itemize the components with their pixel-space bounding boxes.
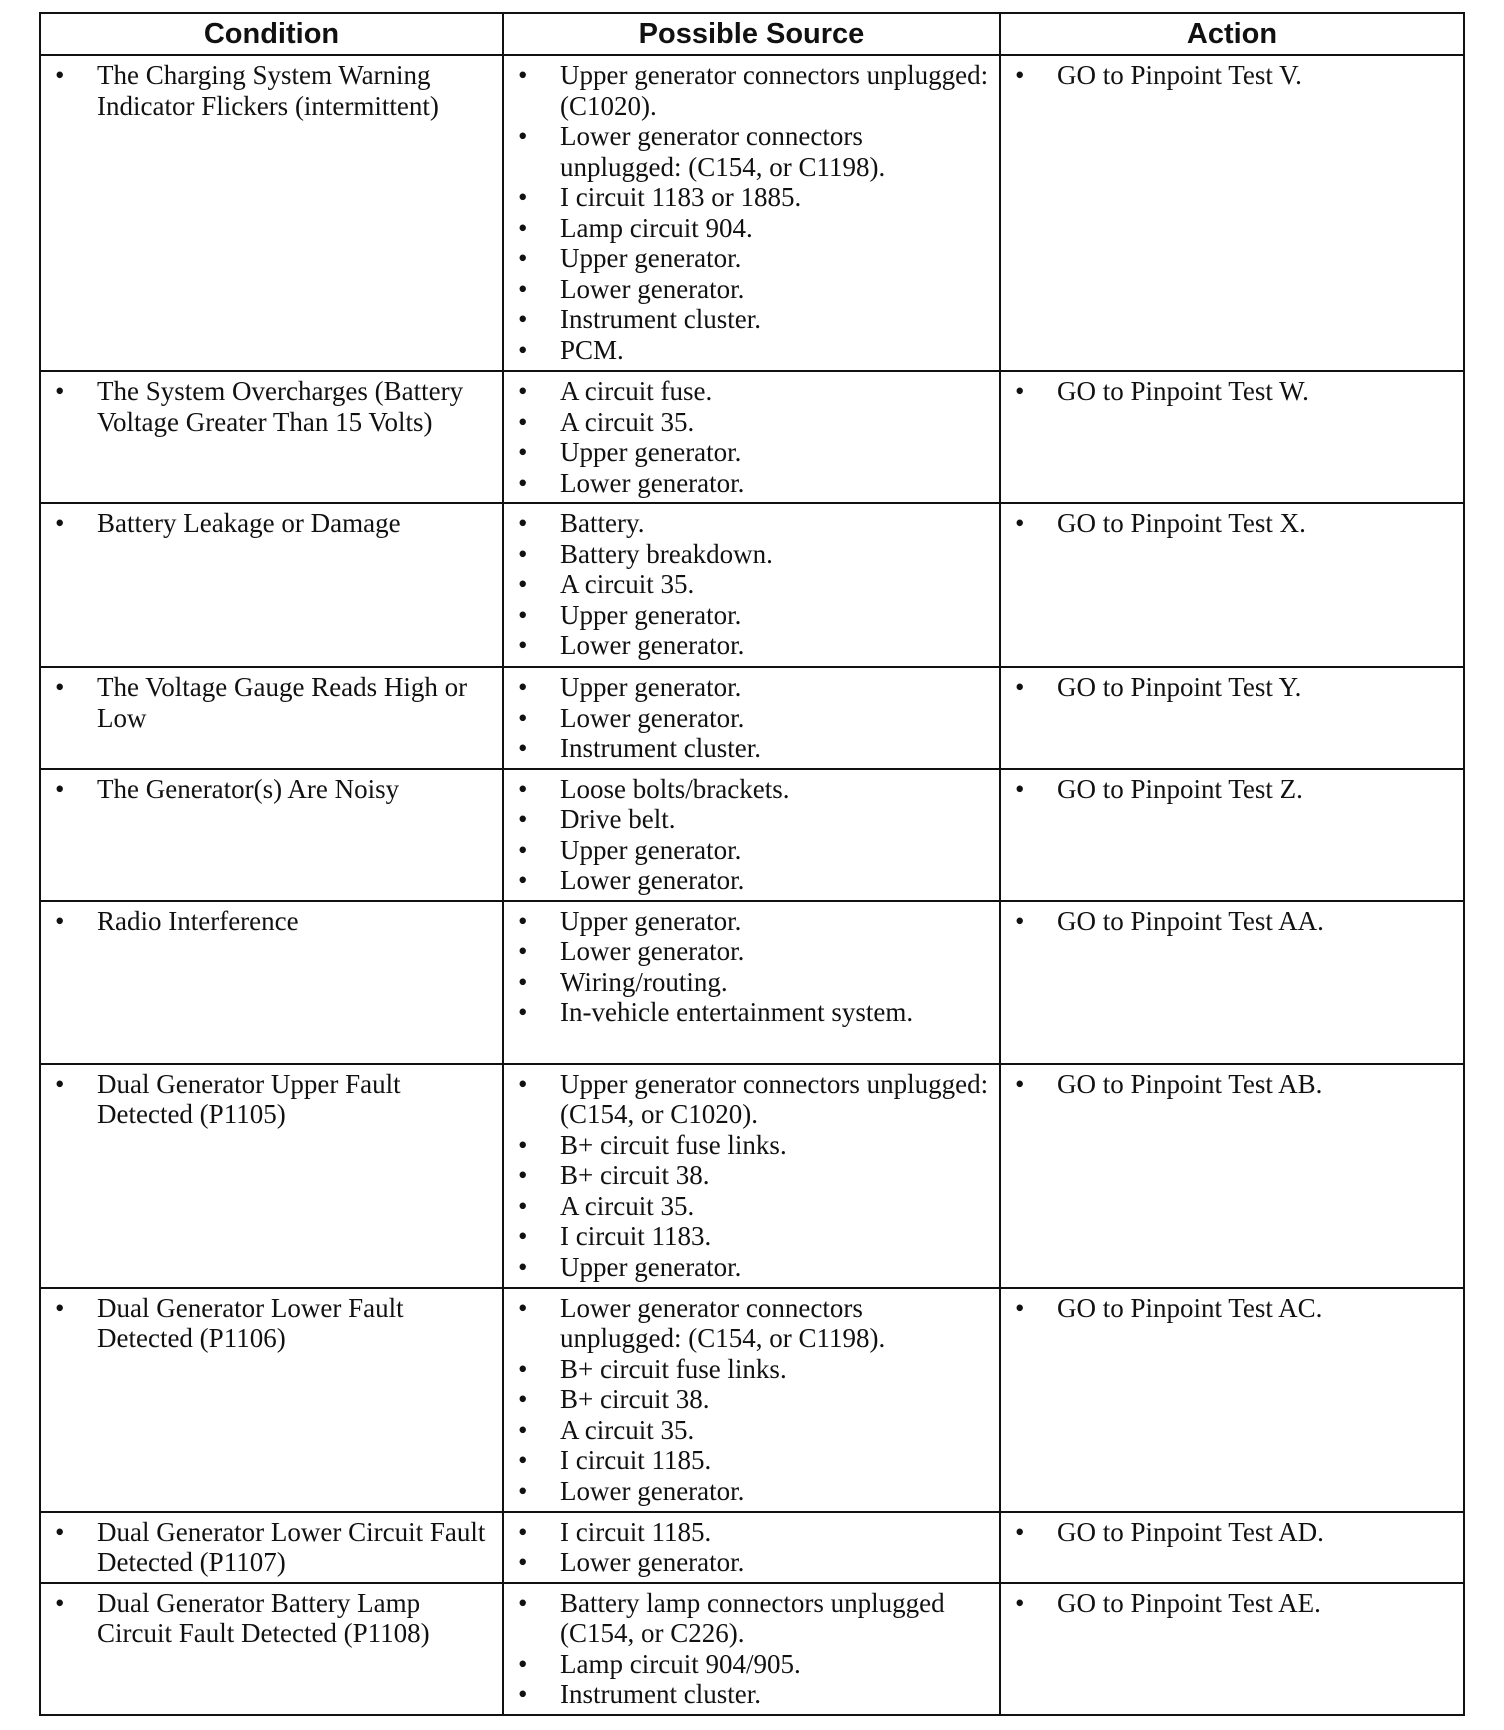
action-text: • GO to Pinpoint Test AE. [1009,1588,1455,1619]
source-item: • PCM. [512,335,991,366]
source-item: • B+ circuit fuse links. [512,1354,991,1385]
action-text: • GO to Pinpoint Test AB. [1009,1069,1455,1100]
header-condition: Condition [40,13,503,55]
action-text: • GO to Pinpoint Test V. [1009,60,1455,91]
source-item: • Battery. [512,508,991,539]
table-row [40,1512,1464,1583]
table-header-row [40,13,1464,55]
condition-text: • Battery Leakage or Damage [49,508,494,539]
source-cell [503,1583,1000,1715]
source-item: • A circuit fuse. [512,376,991,407]
action-text: • GO to Pinpoint Test X. [1009,508,1455,539]
action-cell [1000,667,1464,769]
condition-cell [40,1064,503,1288]
source-cell [503,55,1000,371]
action-cell [1000,371,1464,503]
source-item: • Upper generator. [512,243,991,274]
source-item: • Battery lamp connectors unplugged (C154, or C226). [512,1588,991,1649]
table-row [40,503,1464,667]
source-item: • Upper generator. [512,1252,991,1283]
action-text: • GO to Pinpoint Test AA. [1009,906,1455,937]
action-text: • GO to Pinpoint Test AC. [1009,1293,1455,1324]
table-row [40,55,1464,371]
table-row [40,769,1464,901]
table-row [40,1064,1464,1288]
action-cell [1000,1512,1464,1583]
condition-cell [40,1288,503,1512]
source-item: • Lower generator. [512,936,991,967]
source-item: • Lower generator. [512,630,991,661]
condition-text: • Dual Generator Lower Fault Detected (P1106) [49,1293,494,1354]
source-cell [503,901,1000,1064]
source-cell [503,1512,1000,1583]
condition-cell [40,667,503,769]
condition-cell [40,55,503,371]
source-item: • A circuit 35. [512,569,991,600]
condition-cell [40,503,503,667]
source-item: • Lower generator. [512,274,991,305]
source-item: • B+ circuit fuse links. [512,1130,991,1161]
source-item: • Lower generator. [512,1476,991,1507]
source-item: • Instrument cluster. [512,1679,991,1710]
source-item: • Upper generator connectors unplugged: (C1020). [512,60,991,121]
table-row [40,371,1464,503]
source-item: • Upper generator. [512,600,991,631]
action-cell [1000,1288,1464,1512]
source-item: • Lower generator. [512,703,991,734]
source-item: • I circuit 1183. [512,1221,991,1252]
source-item: • Upper generator. [512,437,991,468]
source-item: • Wiring/routing. [512,967,991,998]
source-item: • Instrument cluster. [512,304,991,335]
header-possible-source: Possible Source [503,13,1000,55]
source-item: • Upper generator. [512,835,991,866]
table-row [40,1288,1464,1512]
table-row [40,667,1464,769]
source-cell [503,667,1000,769]
condition-cell [40,371,503,503]
source-item: • A circuit 35. [512,407,991,438]
source-cell [503,503,1000,667]
header-action: Action [1000,13,1464,55]
source-cell [503,1288,1000,1512]
source-item: • I circuit 1183 or 1885. [512,182,991,213]
action-text: • GO to Pinpoint Test AD. [1009,1517,1455,1548]
condition-cell [40,901,503,1064]
source-item: • A circuit 35. [512,1191,991,1222]
source-item: • Upper generator connectors unplugged: (C154, or C1020). [512,1069,991,1130]
source-item: • Lower generator connectors unplugged: (C154, or C1198). [512,1293,991,1354]
source-item: • Drive belt. [512,804,991,835]
source-item: • Lower generator. [512,865,991,896]
condition-text: • Dual Generator Battery Lamp Circuit Fault Detected (P1108) [49,1588,494,1649]
source-item: • I circuit 1185. [512,1517,991,1548]
condition-text: • The System Overcharges (Battery Voltage Greater Than 15 Volts) [49,376,494,437]
source-item: • Lamp circuit 904/905. [512,1649,991,1680]
source-cell [503,371,1000,503]
source-item: • Battery breakdown. [512,539,991,570]
source-item: • Lower generator. [512,468,991,499]
source-item: • Upper generator. [512,906,991,937]
action-cell [1000,901,1464,1064]
source-cell [503,1064,1000,1288]
action-cell [1000,503,1464,667]
action-cell [1000,1583,1464,1715]
source-item: • Upper generator. [512,672,991,703]
action-text: • GO to Pinpoint Test Z. [1009,774,1455,805]
source-item: • I circuit 1185. [512,1445,991,1476]
condition-text: • The Voltage Gauge Reads High or Low [49,672,494,733]
action-cell [1000,769,1464,901]
condition-text: • The Charging System Warning Indicator Flickers (intermittent) [49,60,494,121]
condition-text: • Dual Generator Upper Fault Detected (P1105) [49,1069,494,1130]
condition-cell [40,1512,503,1583]
action-cell [1000,55,1464,371]
table-row [40,901,1464,1064]
condition-text: • Radio Interference [49,906,494,937]
action-cell [1000,1064,1464,1288]
source-item: • A circuit 35. [512,1415,991,1446]
action-text: • GO to Pinpoint Test Y. [1009,672,1455,703]
source-item: • B+ circuit 38. [512,1160,991,1191]
action-text: • GO to Pinpoint Test W. [1009,376,1455,407]
source-item: • Instrument cluster. [512,733,991,764]
condition-cell [40,769,503,901]
source-item: • B+ circuit 38. [512,1384,991,1415]
source-item: • Lower generator connectors unplugged: (C154, or C1198). [512,121,991,182]
source-item: • Loose bolts/brackets. [512,774,991,805]
condition-text: • Dual Generator Lower Circuit Fault Detected (P1107) [49,1517,494,1578]
condition-text: • The Generator(s) Are Noisy [49,774,494,805]
source-item: • Lower generator. [512,1547,991,1578]
source-cell [503,769,1000,901]
source-item: • In-vehicle entertainment system. [512,997,991,1028]
table-row [40,1583,1464,1715]
condition-cell [40,1583,503,1715]
source-item: • Lamp circuit 904. [512,213,991,244]
diagnosis-table [39,12,1465,1716]
